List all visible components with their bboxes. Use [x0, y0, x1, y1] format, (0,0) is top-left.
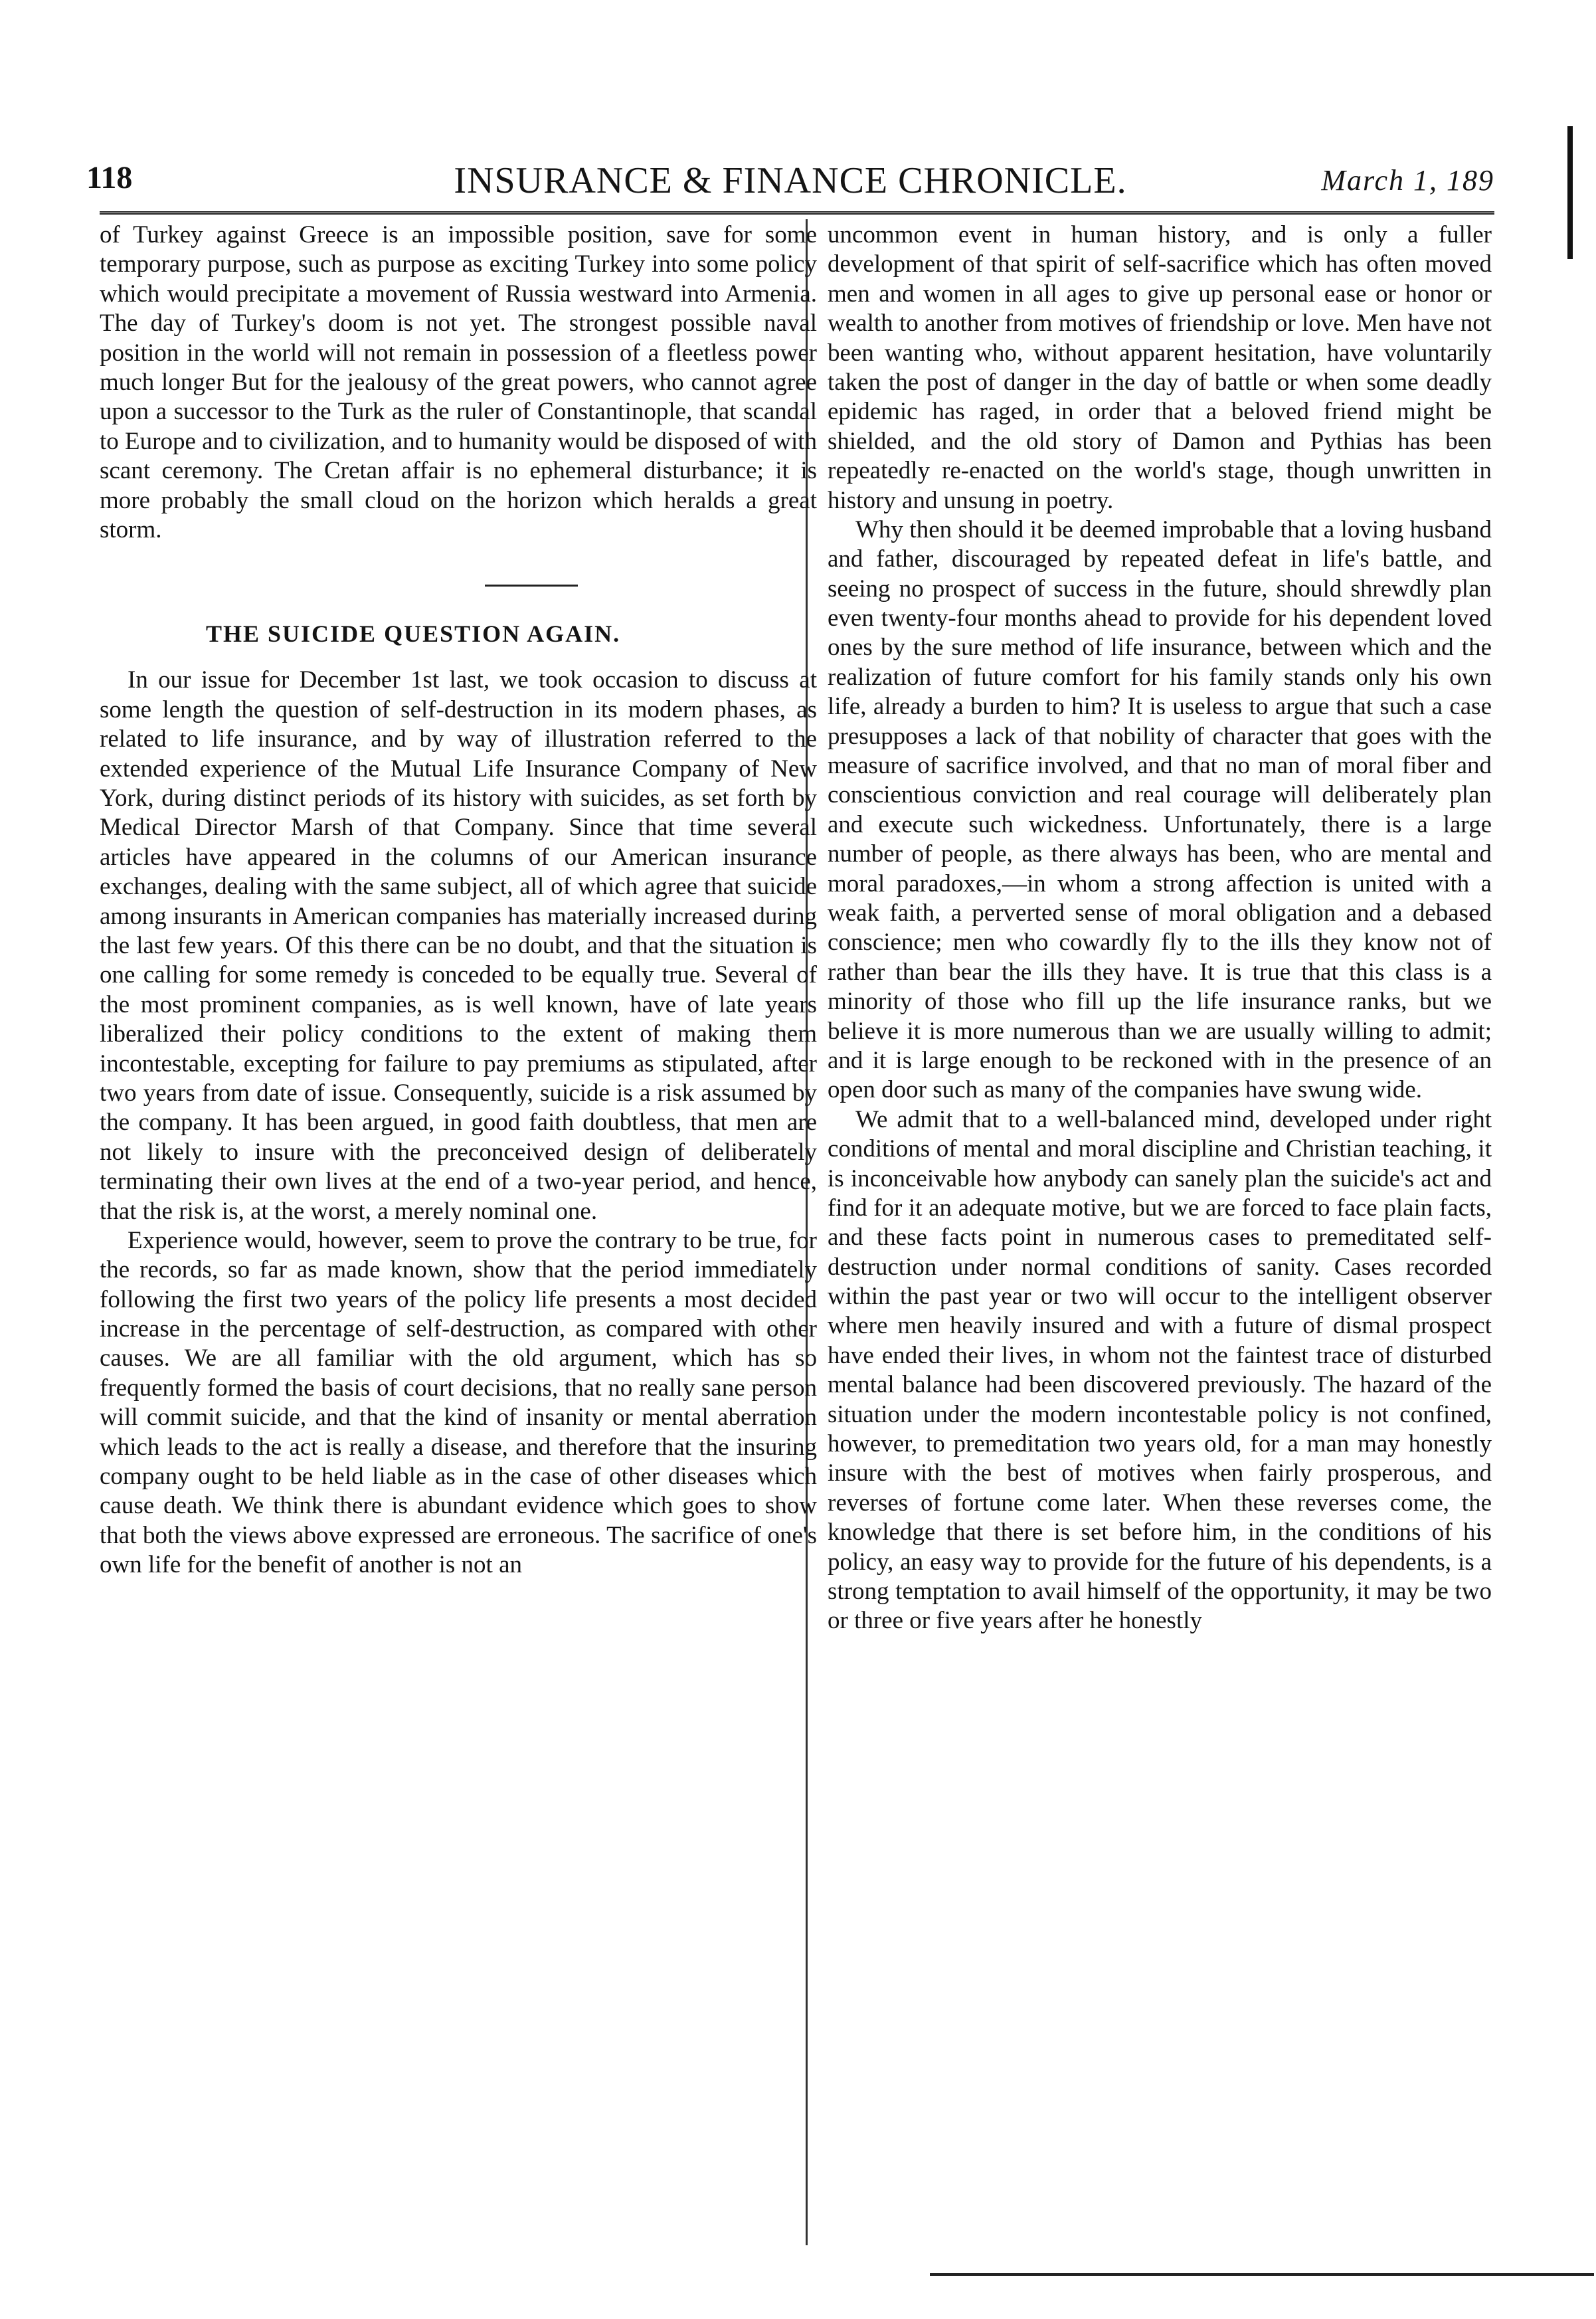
article-heading: THE SUICIDE QUESTION AGAIN.: [206, 620, 621, 648]
article-paragraph: Experience would, however, seem to prove the contrary to be true, for the records, so far as made known, show that the period immediately following the first two years of the policy life presents a most decided increase in the percentage of self-destruction, as compared with other causes. We are all familiar with the old argument, which has so frequently formed the basis of court decisions, that no really sane person will commit suicide, and that the kind of insanity or mental aberration which leads to the act is really a disease, and therefore that the insuring company ought to be held liable as in the case of other diseases which cause death. We think there is abundant evidence which goes to show that both the views above expressed are erroneous. The sacrifice of one's own life for the benefit of another is not an: [100, 1226, 817, 1579]
page-header: [86, 159, 1494, 213]
right-column: [828, 221, 1492, 1636]
article-paragraph: We admit that to a well-balanced mind, developed under right conditions of mental and moral discipline and Christian teaching, it is inconceivable how anybody can sanely plan the suicide's act and find for it an adequate motive, but we are forced to face plain facts, and these facts point in numerous cases to premeditated self-destruction under normal conditions of sanity. Cases recorded within the past year or two will occur to the intelligent observer where men heavily insured and with a future of dismal prospect have ended their lives, in whom not the faintest trace of disturbed mental balance had been discovered previously. The hazard of the situation under the modern incontestable policy is not confined, however, to premeditation two years old, for a man may honestly insure with the best of motives when fairly prosperous, and reverses of fortune come later. When these reverses come, the knowledge that there is set before him, in the conditions of his policy, an easy way to provide for the future of his dependents, is a strong temptation to avail himself of the opportunity, it may be two or three or five years after he honestly: [828, 1105, 1492, 1635]
article-paragraph: Why then should it be deemed improbable that a loving husband and father, discouraged by repeated defeat in life's battle, and seeing no prospect of success in the future, should shrewdly plan even twenty-four months ahead to provide for his dependent loved ones by the sure method of life insurance, between which and the realization of future comfort for his family stands only his own life, already a burden to him? It is useless to argue that such a case presupposes a lack of that nobility of character that goes with the measure of sacrifice involved, and that no man of moral fiber and conscientious conviction and real courage will deliberately plan and execute such wickedness. Unfortunately, there is a large number of people, as there always has been, who are mental and moral paradoxes,—in whom a strong affection is united with a weak faith, a perverted sense of moral obligation and a debased conscience; men who cowardly fly to the ills they know not of rather than bear the ills they have. It is true that this class is a minority of those who fill up the life insurance ranks, but we believe it is more numerous than we are usually willing to admit; and it is large enough to be reckoned with in the presence of an open door such as many of the companies have swung wide.: [828, 515, 1492, 1104]
section-separator-rule: [485, 585, 578, 587]
left-column: [100, 221, 817, 1580]
issue-date: March 1, 189: [1321, 164, 1494, 197]
page-number: 118: [86, 160, 133, 195]
journal-title: INSURANCE & FINANCE CHRONICLE.: [454, 160, 1127, 201]
continuation-paragraph: of Turkey against Greece is an impossible position, save for some temporary purpose, such as purpose as exciting Turkey into some policy which would precipitate a movement of Russia westward into Armenia. The day of Turkey's doom is not yet. The strongest possible naval position in the world will not remain in possession of a fleetless power much longer But for the jealousy of the great powers, who cannot agree upon a successor to the Turk as the ruler of Constantinople, that scandal to Europe and to civilization, and to humanity would be disposed of with scant ceremony. The Cretan affair is no ephemeral disturbance; it is more probably the small cloud on the horizon which heralds a great storm.: [100, 221, 818, 543]
scan-margin-mark: [1567, 126, 1573, 259]
article-paragraph: uncommon event in human history, and is only a fuller development of that spirit of self-sacrifice which has often moved men and women in all ages to give up personal ease or honor or wealth to another from motives of friendship or love. Men have not been wanting who, without apparent hesitation, have voluntarily taken the post of danger in the day of battle or when some deadly epidemic has raged, in order that a beloved friend might be shielded, and the old story of Damon and Pythias has been repeatedly re-enacted on the world's stage, though unwritten in history and unsung in poetry.: [828, 221, 1492, 514]
header-rule: [100, 211, 1494, 215]
bottom-rule: [930, 2273, 1594, 2276]
article-paragraph: In our issue for December 1st last, we took occasion to discuss at some length the question of self-destruction in its modern phases, as related to life insurance, and by way of illustration referred to the extended experience of the Mutual Life Insurance Company of New York, during distinct periods of its history with suicides, as set forth by Medical Director Marsh of that Company. Since that time several articles have appeared in the columns of our American insurance exchanges, dealing with the same subject, all of which agree that suicide among insurants in American companies has materially increased during the last few years. Of this there can be no doubt, and that the situation is one calling for some remedy is conceded to be equally true. Several of the most prominent companies, as is well known, have of late years liberalized their policy conditions to the extent of making them incontestable, excepting for failure to pay premiums as stipulated, after two years from date of issue. Consequently, suicide is a risk assumed by the company. It has been argued, in good faith doubtless, that men are not likely to insure with the preconceived design of deliberately terminating their own lives at the end of a two-year period, and hence, that the risk is, at the worst, a merely nominal one.: [100, 666, 817, 1225]
